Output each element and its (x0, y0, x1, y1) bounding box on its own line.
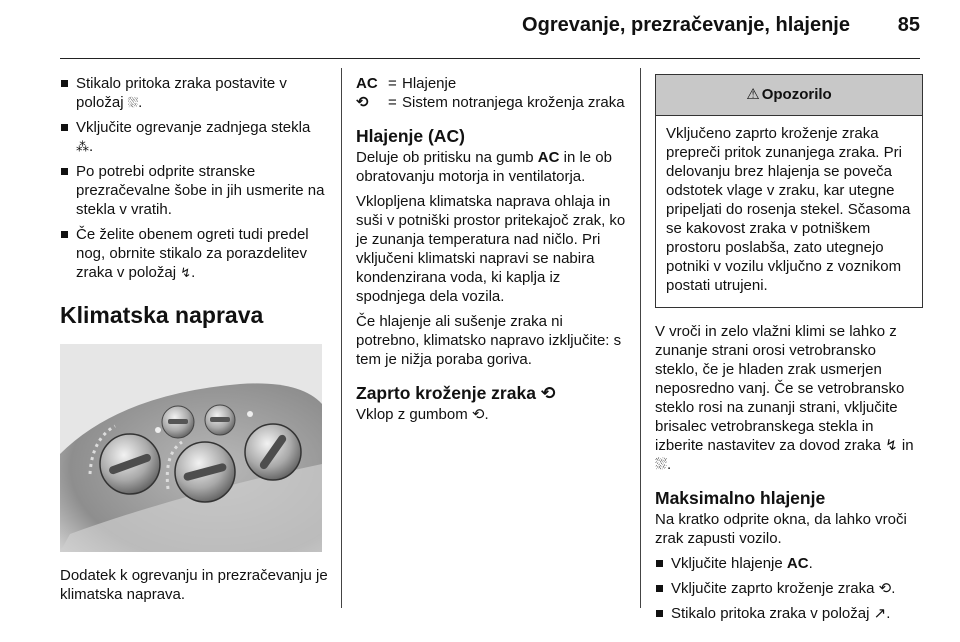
legend-table: AC = Hlajenje ⟲ = Sistem notranjega kroženja zraka (356, 75, 625, 111)
recirculation-title: Zaprto kroženje zraka ⟲ (356, 383, 556, 403)
page-number: 85 (897, 14, 920, 36)
cooling-paragraph-2: Vklopljena klimatska naprava ohlaja in suši v potniški prostor pritekajoč zrak, ko je zunanja temperatura nad ničlo. Pri vključeni klimatski napravi se nabira kondenzirana voda, ki kaplja iz spodnjega dela vozila. (356, 193, 626, 305)
windshield-defrost-icon: ⛆ (127, 95, 139, 110)
column-1 (60, 74, 328, 604)
warning-box (655, 74, 923, 308)
recirculation-icon: ⟲ (540, 383, 556, 403)
running-header-title: Ogrevanje, prezračevanje, hlajenje (522, 14, 850, 36)
column-divider-1 (341, 68, 342, 608)
list-item: Vključite hlajenje AC. (655, 554, 923, 573)
header-rule (60, 58, 920, 59)
legend-term-ac: AC (356, 75, 378, 92)
fogging-paragraph: V vroči in zelo vlažni klimi se lahko z zunanje strani orosi vetrobransko steklo, če je hladen zrak usmerjen neposredno vanj. Če se vetrobransko steklo rosi na zunanji strani, vključite brisalec vetrobranskega stekla in izberite nastavitev za dovod zraka ↯ in ⛆. (655, 323, 914, 473)
list-item: Po potrebi odprite stranske prezračevalne šobe in jih usmerite na stekla v vratih. (60, 162, 328, 219)
column-divider-2 (640, 68, 641, 608)
column-2 (356, 74, 626, 430)
recirculation-icon: ⟲ (878, 580, 892, 597)
cooling-paragraph-3: Če hlajenje ali sušenje zraka ni potrebno, klimatsko napravo izključite: s tem je nižja poraba goriva. (356, 313, 622, 368)
recirculation-icon: ⟲ (471, 406, 485, 423)
list-item: Vključite zaprto kroženje zraka ⟲. (655, 579, 923, 598)
photo-caption: Dodatek k ogrevanju in prezračevanju je klimatska naprava. (60, 567, 328, 603)
recirculation-icon: ⟲ (356, 94, 369, 111)
column-3 (655, 74, 923, 629)
max-cooling-text: Na kratko odprite okna, da lahko vroči zrak zapusti vozilo. (655, 511, 907, 547)
list-item: Če želite obenem ogreti tudi predel nog, obrnite stikalo za porazdelitev zraka v položaj ↯. (60, 225, 328, 282)
feet-windshield-icon: ↯ (885, 437, 898, 454)
warning-text: Vključeno zaprto kroženje zraka prepreči pritok zunanjega zraka. Pri delovanju brez hlajenja se poveča odstotek vlage v zraku, kar utegne pripeljati do rosenja stekel. Sčasoma se kakovost zraka v potniškem prostoru poslabša, zato utegnejo potniki v vozilu vključno z voznikom postati utrujeni. (666, 125, 911, 294)
section-title: Klimatska naprava (60, 302, 264, 328)
cooling-paragraph-1: Deluje ob pritisku na gumb AC in le ob obratovanju motorja in ventilatorja. (356, 149, 612, 185)
climate-control-panel-photo (60, 344, 322, 552)
warning-header: ⚠ Opozorilo (656, 75, 922, 116)
windshield-defrost-icon: ⛆ (655, 456, 668, 473)
rear-window-heat-icon: ⁂ (76, 139, 89, 154)
max-cooling-title: Maksimalno hlajenje (655, 488, 826, 508)
list-item: Vključite ogrevanje zadnjega stekla ⁂. (60, 118, 328, 156)
cooling-title: Hlajenje (AC) (356, 126, 465, 146)
recirculation-text: Vklop z gumbom ⟲. (356, 406, 489, 423)
list-item: Stikalo pritoka zraka v položaj ↗. (655, 604, 923, 623)
warning-icon: ⚠ (746, 86, 760, 103)
face-vent-icon: ↗ (873, 605, 887, 622)
feet-windshield-icon: ↯ (180, 265, 192, 280)
list-item: Stikalo pritoka zraka postavite v položaj ⛆. (60, 74, 328, 112)
